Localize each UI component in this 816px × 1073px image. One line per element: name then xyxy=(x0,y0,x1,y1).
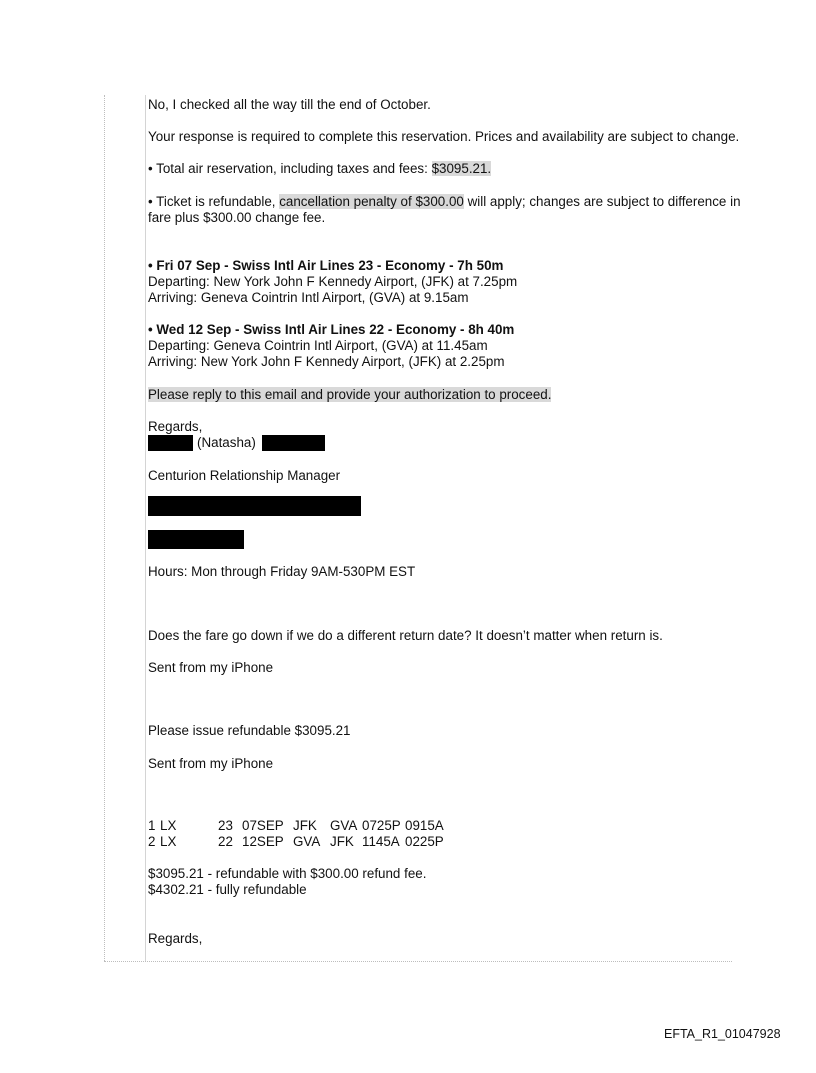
signer-title: Centurion Relationship Manager xyxy=(148,468,341,483)
regards-2: Regards, xyxy=(148,931,203,946)
redaction-block xyxy=(262,435,325,451)
sent-from-iphone-2: Sent from my iPhone xyxy=(148,756,274,771)
issue-request: Please issue refundable $3095.21 xyxy=(148,723,351,738)
itinerary-num: 1 xyxy=(148,818,156,833)
flight-1-title: • Fri 07 Sep - Swiss Intl Air Lines 23 - Economy - 7h 50m xyxy=(148,258,504,273)
itinerary-arr: 0225P xyxy=(405,834,444,849)
itinerary-from: GVA xyxy=(293,834,321,849)
fare-option-1: $3095.21 - refundable with $300.00 refund fee. xyxy=(148,866,427,881)
line-reply-request xyxy=(148,387,551,402)
itinerary-date: 12SEP xyxy=(242,834,284,849)
regards-1: Regards, xyxy=(148,419,203,434)
itinerary-to: GVA xyxy=(330,818,358,833)
total-amount: $3095.21. xyxy=(431,161,492,176)
itinerary-to: JFK xyxy=(330,834,354,849)
itinerary-num: 2 xyxy=(148,834,156,849)
flight-2-arriving: Arriving: New York John F Kennedy Airport, (JFK) at 2.25pm xyxy=(148,354,505,369)
fare-option-2: $4302.21 - fully refundable xyxy=(148,882,307,897)
itinerary-dep: 1145A xyxy=(362,834,400,849)
redaction-block xyxy=(148,530,244,549)
itinerary-flight: 23 xyxy=(218,818,233,833)
reply-request-text: Please reply to this email and provide your authorization to proceed. xyxy=(148,387,552,402)
line-response-required: Your response is required to complete this reservation. Prices and availability are subject to change. xyxy=(148,129,740,144)
cancellation-penalty: cancellation penalty of $300.00 xyxy=(279,194,464,209)
document-id: EFTA_R1_01047928 xyxy=(664,1027,781,1041)
itinerary-flight: 22 xyxy=(218,834,233,849)
line-ticket-refundable-2: fare plus $300.00 change fee. xyxy=(148,210,326,225)
itinerary-row xyxy=(148,818,444,833)
hours-line: Hours: Mon through Friday 9AM-530PM EST xyxy=(148,564,416,579)
redaction-block xyxy=(148,496,361,516)
question-fare: Does the fare go down if we do a different return date? It doesn’t matter when return is. xyxy=(148,628,663,643)
flight-2-title: • Wed 12 Sep - Swiss Intl Air Lines 22 - Economy - 8h 40m xyxy=(148,322,515,337)
line-total-reservation xyxy=(148,161,491,176)
flight-2-departing: Departing: Geneva Cointrin Intl Airport, (GVA) at 11.45am xyxy=(148,338,488,353)
ticket-suffix: will apply; changes are subject to difference in xyxy=(463,194,741,209)
itinerary-airline: LX xyxy=(160,818,177,833)
flight-1-departing: Departing: New York John F Kennedy Airport, (JFK) at 7.25pm xyxy=(148,274,518,289)
itinerary-arr: 0915A xyxy=(405,818,444,833)
message-bottom-border xyxy=(104,961,732,962)
total-label: • Total air reservation, including taxes and fees: xyxy=(148,161,432,176)
itinerary-airline: LX xyxy=(160,834,177,849)
line-checked: No, I checked all the way till the end of October. xyxy=(148,97,431,112)
itinerary-dep: 0725P xyxy=(362,818,401,833)
line-ticket-refundable xyxy=(148,194,741,209)
ticket-prefix: • Ticket is refundable, xyxy=(148,194,280,209)
quote-border-inner xyxy=(145,95,146,961)
quote-border-outer xyxy=(104,95,105,961)
flight-1-arriving: Arriving: Geneva Cointrin Intl Airport, (GVA) at 9.15am xyxy=(148,290,469,305)
itinerary-from: JFK xyxy=(293,818,317,833)
redaction-block xyxy=(148,435,193,451)
sent-from-iphone-1: Sent from my iPhone xyxy=(148,660,274,675)
signer-nickname: (Natasha) xyxy=(197,435,256,450)
itinerary-row xyxy=(148,834,444,849)
itinerary-date: 07SEP xyxy=(242,818,284,833)
